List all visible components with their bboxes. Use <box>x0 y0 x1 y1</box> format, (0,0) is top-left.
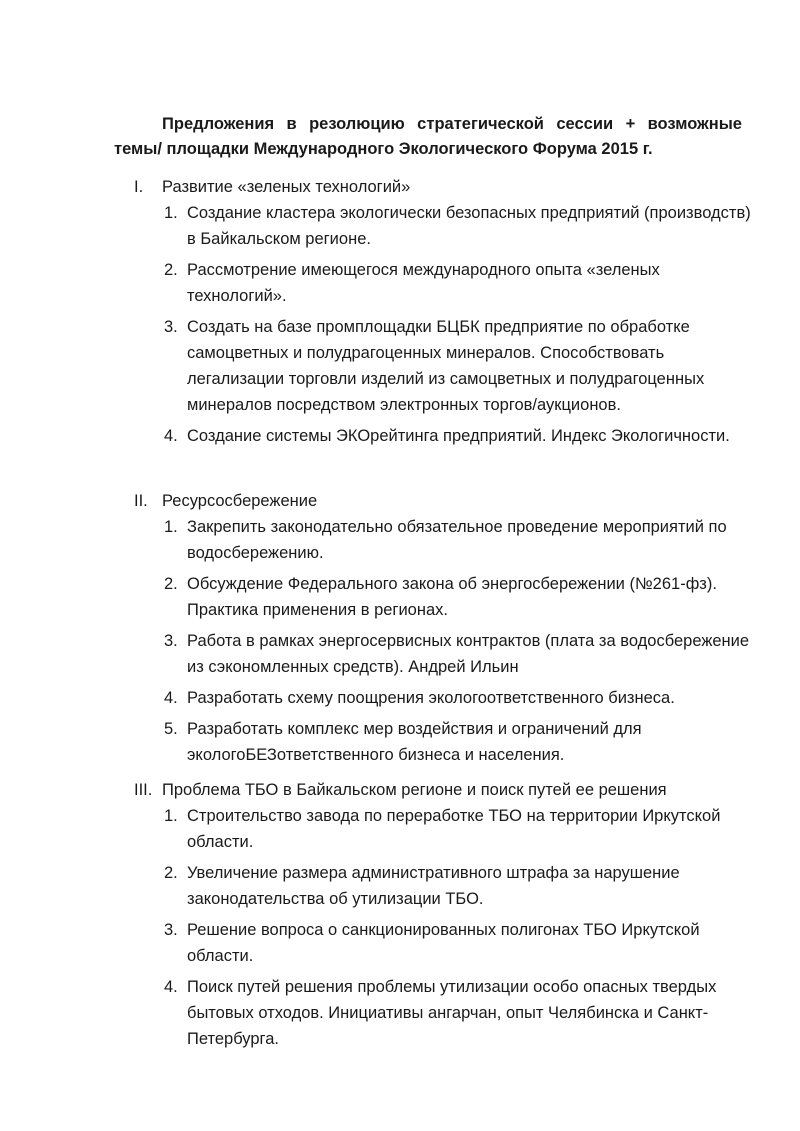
section-number: III. <box>134 781 153 799</box>
item-text: Разработать комплекс мер воздействия и ограничений для экологоБЕЗответственного бизнеса и населения. <box>187 720 642 764</box>
list-item <box>134 716 754 768</box>
list-item <box>134 314 754 418</box>
list-item <box>134 628 754 680</box>
document-title <box>114 112 742 162</box>
item-number: 2. <box>164 261 178 279</box>
item-number: 1. <box>164 204 178 222</box>
item-text: Разработать схему поощрения экологоответственного бизнеса. <box>187 689 675 707</box>
list-item <box>134 423 754 449</box>
item-text: Увеличение размера административного штрафа за нарушение законодательства об утилизации ТБО. <box>187 864 680 908</box>
section-title: Развитие «зеленых технологий» <box>162 178 411 196</box>
section-resource-saving <box>134 488 754 773</box>
title-line-2: темы/ площадки Международного Экологического Форума 2015 г. <box>114 140 653 158</box>
item-text: Создание кластера экологически безопасных предприятий (производств) в Байкальском регионе. <box>187 204 751 248</box>
item-text: Поиск путей решения проблемы утилизации особо опасных твердых бытовых отходов. Инициативы ангарчан, опыт Челябинска и Санкт-Петербурга. <box>187 978 717 1048</box>
section-item-list <box>134 514 754 768</box>
section-title: Ресурсосбережение <box>162 492 318 510</box>
section-heading <box>134 488 754 514</box>
list-item <box>134 860 754 912</box>
item-text: Обсуждение Федерального закона об энергосбережении (№261-фз). Практика применения в регионах. <box>187 575 717 619</box>
item-number: 2. <box>164 864 178 882</box>
section-number: II. <box>134 492 148 510</box>
item-number: 3. <box>164 921 178 939</box>
item-number: 3. <box>164 318 178 336</box>
section-number: I. <box>134 178 144 196</box>
item-number: 4. <box>164 689 178 707</box>
title-line-1: Предложения в резолюцию стратегической сессии + возможные <box>162 115 742 133</box>
list-item <box>134 571 754 623</box>
section-title: Проблема ТБО в Байкальском регионе и поиск путей ее решения <box>162 781 667 799</box>
section-heading <box>134 777 754 803</box>
item-number: 3. <box>164 632 178 650</box>
section-green-technologies <box>134 174 754 454</box>
list-item <box>134 514 754 566</box>
section-heading <box>134 174 754 200</box>
list-item <box>134 803 754 855</box>
item-number: 4. <box>164 978 178 996</box>
section-solid-waste <box>134 777 754 1057</box>
list-item <box>134 974 754 1052</box>
section-item-list <box>134 803 754 1052</box>
list-item <box>134 257 754 309</box>
item-text: Работа в рамках энергосервисных контрактов (плата за водосбережение из сэкономленных средств). Андрей Ильин <box>187 632 750 676</box>
list-item <box>134 685 754 711</box>
list-item <box>134 200 754 252</box>
item-number: 2. <box>164 575 178 593</box>
item-number: 1. <box>164 807 178 825</box>
item-number: 1. <box>164 518 178 536</box>
item-text: Создание системы ЭКОрейтинга предприятий. Индекс Экологичности. <box>187 427 730 445</box>
item-text: Строительство завода по переработке ТБО на территории Иркутской области. <box>187 807 721 851</box>
item-text: Закрепить законодательно обязательное проведение мероприятий по водосбережению. <box>187 518 727 562</box>
item-text: Решение вопроса о санкционированных полигонах ТБО Иркутской области. <box>187 921 700 965</box>
item-number: 4. <box>164 427 178 445</box>
item-number: 5. <box>164 720 178 738</box>
item-text: Создать на базе промплощадки БЦБК предприятие по обработке самоцветных и полудрагоценных минералов. Способствовать легализации торговли изделий из самоцветных и полудрагоценных минералов посредством электронных торгов/аукционов. <box>187 318 705 414</box>
list-item <box>134 917 754 969</box>
item-text: Рассмотрение имеющегося международного опыта «зеленых технологий». <box>187 261 660 305</box>
section-item-list <box>134 200 754 449</box>
